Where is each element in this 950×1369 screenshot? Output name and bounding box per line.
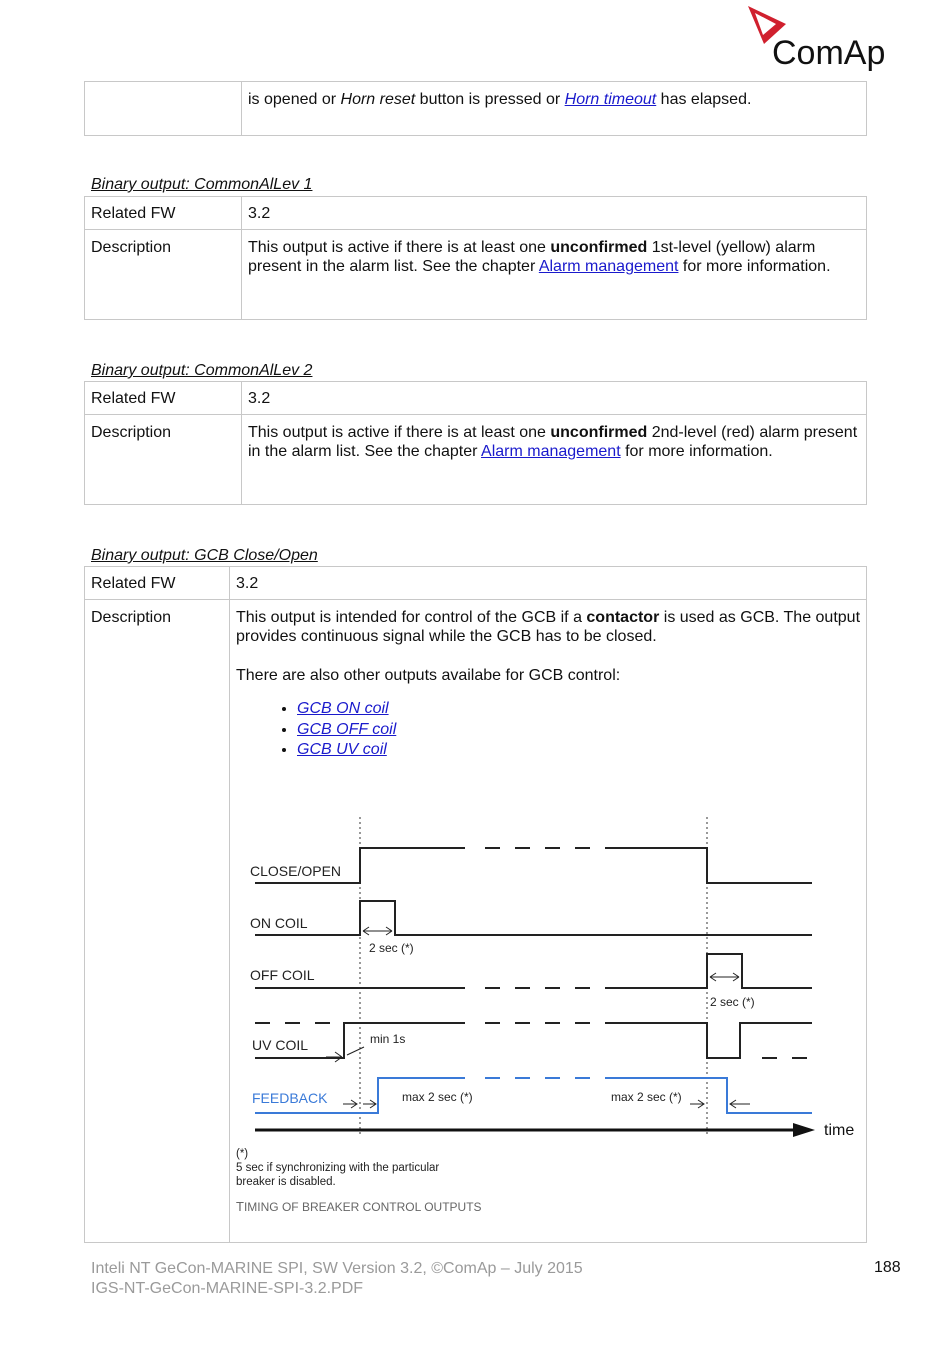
gcb-output-list — [236, 699, 860, 761]
description-label: Description — [85, 230, 242, 320]
signal-label-close-open: CLOSE/OPEN — [250, 862, 342, 879]
comap-logo — [744, 4, 884, 72]
continued-text: is opened or Horn reset button is pressed or Horn timeout has elapsed. — [242, 82, 867, 136]
gcb-on-coil-link[interactable]: GCB ON coil — [297, 700, 389, 717]
time-axis-label: time — [824, 1121, 855, 1139]
related-fw-value: 3.2 — [242, 382, 867, 415]
related-fw-value: 3.2 — [230, 567, 867, 600]
spec-table-gcb-close-open — [84, 566, 867, 1243]
figure-caption: TIMING OF BREAKER CONTROL OUTPUTS — [236, 1198, 482, 1214]
signal-label-on-coil: ON COIL — [250, 914, 308, 931]
annot-on-coil: 2 sec (*) — [369, 940, 414, 955]
gcb-uv-coil-link[interactable]: GCB UV coil — [297, 741, 387, 758]
brand-name: ComAp — [772, 34, 884, 72]
empty-cell — [85, 82, 242, 136]
horn-timeout-link[interactable]: Horn timeout — [564, 91, 657, 108]
list-item — [297, 740, 860, 761]
description-text: This output is intended for control of the GCB if a contactor is used as GCB. The output provides continuous signal while the GCB has to be closed. There are also other outputs availabe for GCB control: • GCB ON coil • GCB OFF coil • GCB UV coil CLOSE/OPEN ON COIL 2 sec (*) OFF COIL 2 sec (*) UV COIL min 1s FEEDBACK max 2 sec (*) max 2 sec (*) time (*) 5 sec if synchronizing with the particular breaker is disabled. TIMING OF BREAKER CONTROL OUTPUTS — [230, 600, 867, 1243]
annot-off-coil: 2 sec (*) — [710, 994, 755, 1009]
alarm-management-link[interactable]: Alarm management — [481, 443, 621, 460]
list-item — [297, 720, 860, 741]
description-label: Description — [85, 415, 242, 505]
timing-diagram — [240, 817, 860, 1147]
page-number: 188 — [874, 1259, 901, 1276]
related-fw-label: Related FW — [85, 567, 230, 600]
annot-uv-coil: min 1s — [370, 1031, 406, 1046]
signal-label-uv-coil: UV COIL — [252, 1036, 309, 1053]
footer-line-1: Inteli NT GeCon-MARINE SPI, SW Version 3.2, ©ComAp – July 2015 — [91, 1260, 583, 1277]
page-footer — [91, 1259, 583, 1299]
gcb-off-coil-link[interactable]: GCB OFF coil — [297, 720, 397, 738]
section-caption: Binary output: CommonAlLev 1 — [91, 176, 313, 193]
spec-table-commonallev2 — [84, 381, 867, 505]
section-caption: Binary output: GCB Close/Open — [91, 547, 318, 564]
related-fw-value: 3.2 — [242, 197, 867, 230]
continued-table — [84, 81, 867, 136]
footer-line-2: IGS-NT-GeCon-MARINE-SPI-3.2.PDF — [91, 1280, 364, 1297]
spec-table-commonallev1 — [84, 196, 867, 320]
signal-label-feedback: FEEDBACK — [252, 1089, 328, 1106]
signal-label-off-coil: OFF COIL — [250, 966, 315, 983]
description-label: Description — [85, 600, 230, 1243]
description-text: This output is active if there is at least one unconfirmed 1st-level (yellow) alarm present in the alarm list. See the chapter Alarm management for more information. — [242, 230, 867, 320]
section-caption: Binary output: CommonAlLev 2 — [91, 362, 313, 379]
description-text: This output is active if there is at least one unconfirmed 2nd-level (red) alarm present in the alarm list. See the chapter Alarm management for more information. — [242, 415, 867, 505]
related-fw-label: Related FW — [85, 197, 242, 230]
annot-feedback-left: max 2 sec (*) — [402, 1089, 473, 1104]
related-fw-label: Related FW — [85, 382, 242, 415]
annot-feedback-right: max 2 sec (*) — [611, 1089, 682, 1104]
alarm-management-link[interactable]: Alarm management — [538, 258, 679, 275]
other-outputs-text: There are also other outputs availabe for GCB control: — [236, 667, 621, 684]
diagram-note: (*) 5 sec if synchronizing with the particular breaker is disabled. — [236, 1147, 440, 1188]
list-item — [297, 699, 860, 720]
